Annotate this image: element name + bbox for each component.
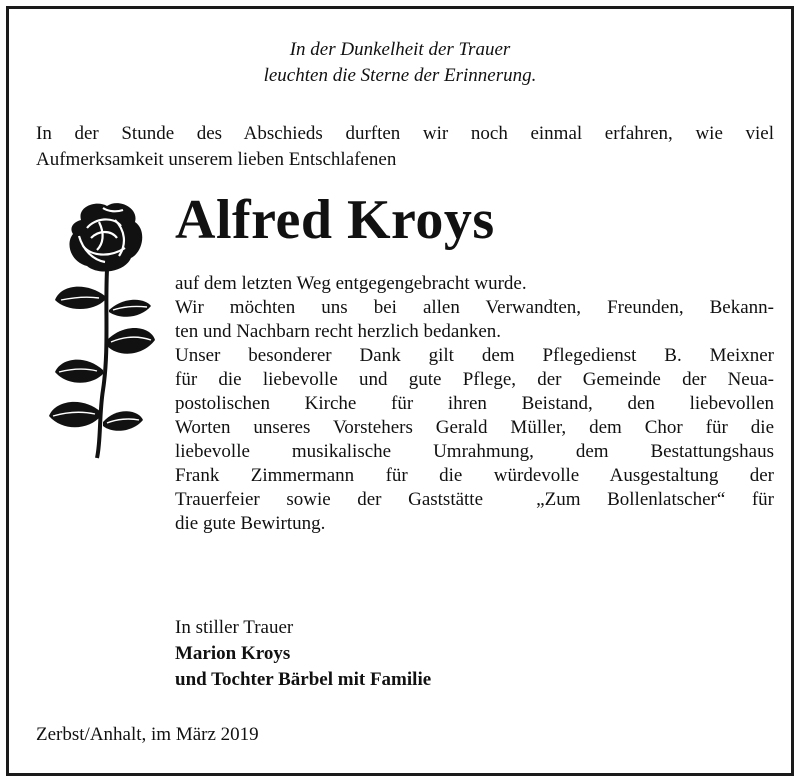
- signoff: [175, 615, 431, 693]
- thanks-line: Frank Zimmermann für die würdevolle Ausgestaltung der: [175, 465, 774, 486]
- thanks-line: Worten unseres Vorstehers Gerald Müller, dem Chor für die: [175, 417, 774, 438]
- obituary-frame: [6, 6, 794, 776]
- thanks-line: die gute Bewirtung.: [175, 513, 326, 534]
- motto: [9, 37, 791, 89]
- signoff-name-2: und Tochter Bärbel mit Familie: [175, 669, 432, 690]
- signoff-name-1: Marion Kroys: [175, 643, 291, 664]
- thanks-line: postolischen Kirche für ihren Beistand, den liebevollen: [175, 393, 774, 414]
- deceased-name: Alfred Kroys: [175, 189, 495, 251]
- thanks-line: Unser besonderer Dank gilt dem Pflegedienst B. Meixner: [175, 345, 774, 366]
- thanks-line: liebevolle musikalische Umrahmung, dem Bestattungshaus: [175, 441, 774, 462]
- thanks-line: auf dem letzten Weg entgegengebracht wurde.: [175, 273, 527, 294]
- thanks-line: Wir möchten uns bei allen Verwandten, Freunden, Bekann-: [175, 297, 774, 318]
- intro-line-2: Aufmerksamkeit unserem lieben Entschlafenen: [36, 149, 397, 170]
- intro-text: [36, 121, 774, 173]
- thanks-line: Trauerfeier sowie der Gaststätte „Zum Bollenlatscher“ für: [175, 489, 774, 510]
- intro-line-1: In der Stunde des Abschieds durften wir noch einmal erfahren, wie viel: [36, 123, 774, 144]
- place-date: Zerbst/Anhalt, im März 2019: [36, 724, 259, 745]
- thanks-text: [175, 272, 774, 536]
- thanks-line: für die liebevolle und gute Pflege, der Gemeinde der Neua-: [175, 369, 774, 390]
- rose-icon: [47, 200, 159, 460]
- thanks-line: ten und Nachbarn recht herzlich bedanken.: [175, 321, 502, 342]
- signoff-greeting: In stiller Trauer: [175, 617, 294, 638]
- motto-line-1: In der Dunkelheit der Trauer: [289, 39, 511, 60]
- motto-line-2: leuchten die Sterne der Erinnerung.: [263, 65, 537, 86]
